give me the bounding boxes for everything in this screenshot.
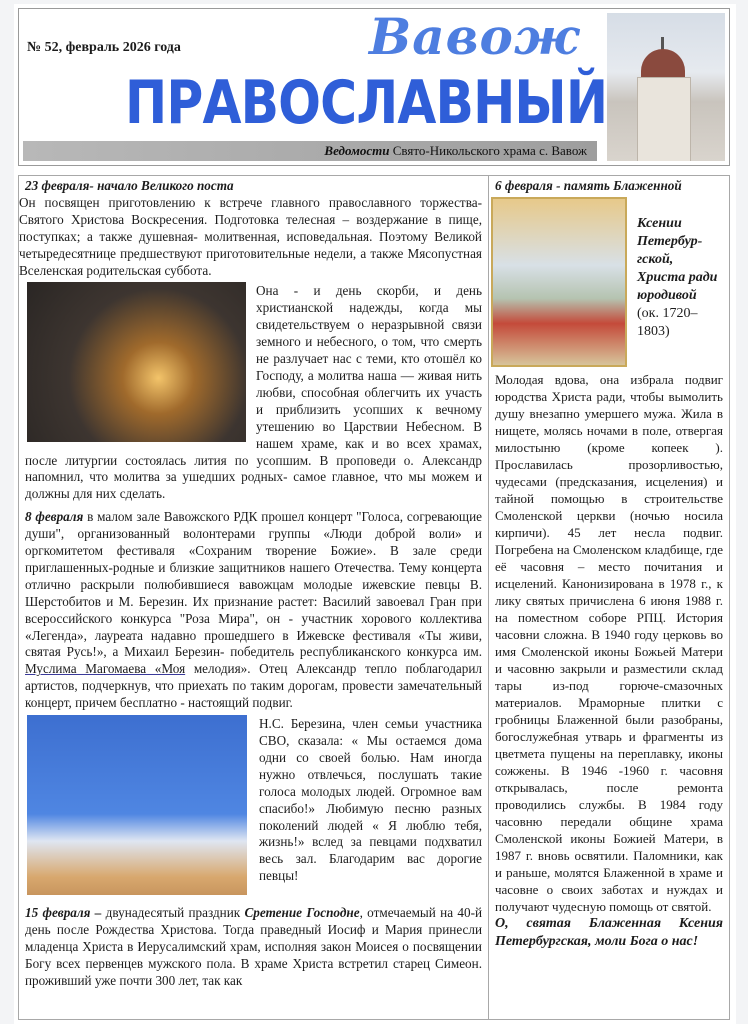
text: мелодия». Отец Александр тепло поблагодарил артистов, подчеркнув, что приехать по таким дорогам, провести замечательный концерт, причем бесплатно - настоящий подвиг. bbox=[25, 661, 483, 711]
church-building bbox=[637, 77, 691, 161]
article-text: Он посвящен приготовлению к встрече главного православного торжества- Святого Христова Воскресения. Подготовка телесная – воздержание в пище, поступках; а также душевная- молитвенная, исповедальная. Поэтому Великой четыредесятнице предшествуют приготовительные недели, а также Мясопустная Вселенская родительская суббота. bbox=[19, 194, 482, 278]
article-text: Молодая вдова, она избрала подвиг юродства Христа ради, чтобы вымолить душу внезапно умершего мужа. Жила в нищете, молясь ночами в поле, отвергая милостыню (кроме копеек ). Прославилась прозорливостью, чудесами (предсказания, исцеления) и тайной помощью в строительстве Смоленской церкви (ночью носила кирпичи). 45 лет несла подвиг. Погребена на Смоленском кладбище, где её часовня – место почитания и исцелений. Канонизирована в 1978 г., к лику святых причислена 6 июня 1988 г. на поместном соборе РПЦ. История часовни сложна. В 1940 году церковь во имя Смоленской иконы Божьей Матери и часовню закрыли и разместили склад тары из-под горюче-смазочных материалов. Мраморные плитки с гробницы Блаженной были разобраны, богослужебная утварь и фрагменты из цветмета пущены на переплавку, иконы сожжены. В 1946 -1960 г. часовня открывалась, после ремонта проводились службы. В 1984 году часовню передали общине храма Смоленской иконы Божией Матери, в 1987 г. вновь освятили. Паломники, как и раньше, молятся Блаженной в храме и часовне о своих заботах и нуждах и получают чудесную помощь от святой. bbox=[495, 371, 723, 914]
saint-icon-image bbox=[491, 197, 627, 367]
article-text bbox=[25, 509, 482, 712]
text: , отмечаемый на 40-й день после Рождества Христова. Тогда праведный Иосиф и Мария принесли младенца Христа в Иерусалимский храм, исполняя закон Моисея о посвящении Богу всех первенцев мужского пола. В храме Христа встретил старец Симеон. проживший уже почти 300 лет, так как bbox=[25, 905, 483, 988]
article-text bbox=[25, 905, 482, 990]
article-date: 8 февраля bbox=[25, 509, 84, 525]
title-top: Вавож bbox=[369, 7, 581, 66]
issue-number: № 52, февраль 2026 года bbox=[27, 40, 181, 55]
dome bbox=[641, 49, 685, 79]
church-photo bbox=[607, 13, 725, 161]
article-text: Н.С. Березина, член семьи участника СВО, сказала: « Мы остаемся дома одни со своей болью. Нам иногда нужно отвлечься, послушать такие голоса молодых людей. Огромное вам спасибо!» Любимую песню разных поколений людей « Я люблю тебя, жизнь!» вслед за певцами подхватил весь зал. Благодарим вас дорогие певцы! bbox=[259, 716, 482, 884]
masthead bbox=[18, 8, 730, 166]
subtitle-bar bbox=[23, 141, 597, 161]
saint-years: (ок. 1720–1803) bbox=[637, 305, 698, 339]
article-date: 15 февраля – bbox=[25, 905, 102, 921]
concert-photo bbox=[27, 715, 247, 895]
feast-name: Сретение Господне bbox=[244, 905, 360, 921]
article-heading: 23 февраля- начало Великого поста bbox=[25, 178, 234, 193]
title-main: ПРАВОСЛАВНЫЙ bbox=[125, 68, 608, 138]
underlined-text: Муслима Магомаева «Моя bbox=[25, 661, 186, 677]
subtitle-italic: Ведомости bbox=[324, 143, 390, 158]
candles-photo bbox=[27, 282, 246, 442]
text: в малом зале Вавожского РДК прошел концерт "Голоса, согревающие души", организованный волонтерами группы «Люди доброй воли» и оргкомитетом фестиваля «Сохраним творение Божие». В зале среди приглашенных-родные и близкие защитников нашего Отечества. Тему концерта отлично раскрыли полюбившиеся вавожцам молодые ижевские певцы В. Шерстобитов и М. Березин. Их признание растет: Василий завоевал Гран при всероссийского конкурса "Роза Мира", он - участник хорового коллектива «Легенда», лауреата надавно прошедшего в Ижевске фестиваля «Ты живи, святая Русь!», а Михаил Березин- победитель республиканского конкурса им. bbox=[25, 509, 482, 660]
left-column bbox=[18, 175, 489, 1020]
article-text: Она - и день скорби, и день христианской надежды, когда мы свидетельствуем о неразрывной связи земного и небесного, о том, что смерть не разлучает нас с теми, кто отошёл ко Господу, а молитва наша — живая нить любви, способная облегчить их участь и приблизить усопших к вечному утешению во Царствии Небесном. В нашем храме, как и во всех храмах, после литургии состоялась лития по усопшим. В проповеди о. Александр напомнил, что молитва за ушедших родных- самое главное, что мы можем и должны для них сделать. bbox=[25, 283, 482, 502]
prayer: О, святая Блаженная Ксения Петербургская, моли Бога о нас! bbox=[495, 915, 723, 949]
saint-title: Ксении Петербур- гской, Христа ради юродивой bbox=[637, 215, 718, 303]
right-column bbox=[488, 175, 730, 1020]
subtitle-rest: Свято-Никольского храма с. Вавож bbox=[392, 143, 587, 158]
text: двунадесятый праздник bbox=[101, 905, 245, 921]
subtitle bbox=[324, 143, 587, 159]
article-heading: 6 февраля - память Блаженной bbox=[495, 178, 682, 193]
